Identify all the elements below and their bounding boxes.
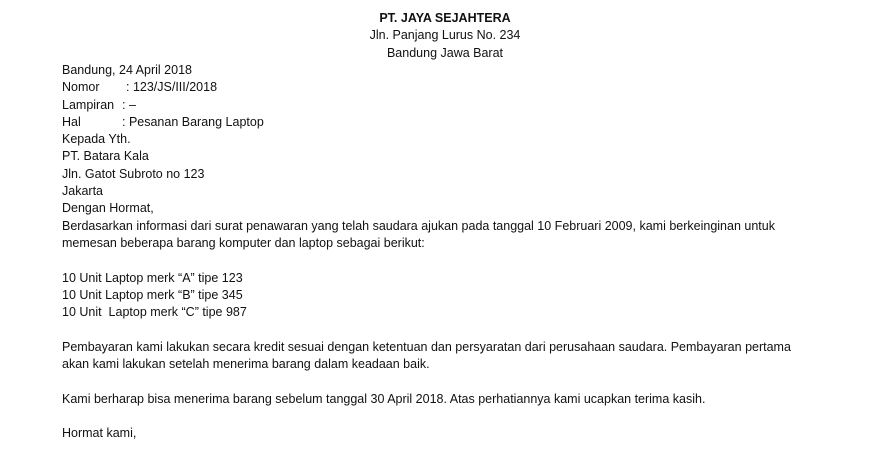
greeting: Dengan Hormat, xyxy=(62,201,154,216)
intro-paragraph-line-1: Berdasarkan informasi dari surat penawaran yang telah saudara ajukan pada tanggal 10 Februari 2009, kami berkeinginan untuk xyxy=(62,218,775,233)
lampiran-value: : – xyxy=(122,97,136,112)
letter-body xyxy=(62,62,822,443)
place-date: Bandung, 24 April 2018 xyxy=(62,63,192,77)
order-item: 10 Unit Laptop merk “A” tipe 123 xyxy=(62,270,243,285)
payment-paragraph-line-2: akan kami lakukan setelah menerima barang dalam keadaan baik. xyxy=(62,357,430,372)
hal-label: Hal xyxy=(62,114,81,129)
nomor-label: Nomor xyxy=(62,80,100,95)
spacer xyxy=(62,252,822,269)
nomor-value: : 123/JS/III/2018 xyxy=(126,80,218,95)
order-item: 10 Unit Laptop merk “C” tipe 987 xyxy=(62,305,247,320)
letterhead xyxy=(0,10,870,62)
spacer xyxy=(62,373,822,390)
company-address-line-2: Bandung Jawa Barat xyxy=(386,45,504,60)
lampiran-label: Lampiran xyxy=(62,97,115,112)
company-address-line-1: Jln. Panjang Lurus No. 234 xyxy=(369,28,521,43)
closing-paragraph: Kami berharap bisa menerima barang sebelum tanggal 30 April 2018. Atas perhatiannya kami ucapkan terima kasih. xyxy=(62,391,706,406)
recipient-salutation: Kepada Yth. xyxy=(62,132,131,147)
recipient-name: PT. Batara Kala xyxy=(62,149,149,164)
payment-paragraph-line-1: Pembayaran kami lakukan secara kredit sesuai dengan ketentuan dan persyaratan dari perusahaan saudara. Pembayaran pertama xyxy=(62,339,791,354)
order-item: 10 Unit Laptop merk “B” tipe 345 xyxy=(62,287,243,302)
company-name: PT. JAYA SEJAHTERA xyxy=(379,11,511,25)
lampiran-row xyxy=(62,97,822,114)
recipient-city: Jakarta xyxy=(62,184,103,199)
nomor-row xyxy=(62,79,822,96)
signoff: Hormat kami, xyxy=(62,426,137,441)
spacer xyxy=(62,321,822,338)
recipient-street: Jln. Gatot Subroto no 123 xyxy=(62,166,205,181)
intro-paragraph-line-2: memesan beberapa barang komputer dan laptop sebagai berikut: xyxy=(62,235,425,250)
spacer xyxy=(62,408,822,425)
hal-value: : Pesanan Barang Laptop xyxy=(122,114,264,129)
hal-row xyxy=(62,114,822,131)
